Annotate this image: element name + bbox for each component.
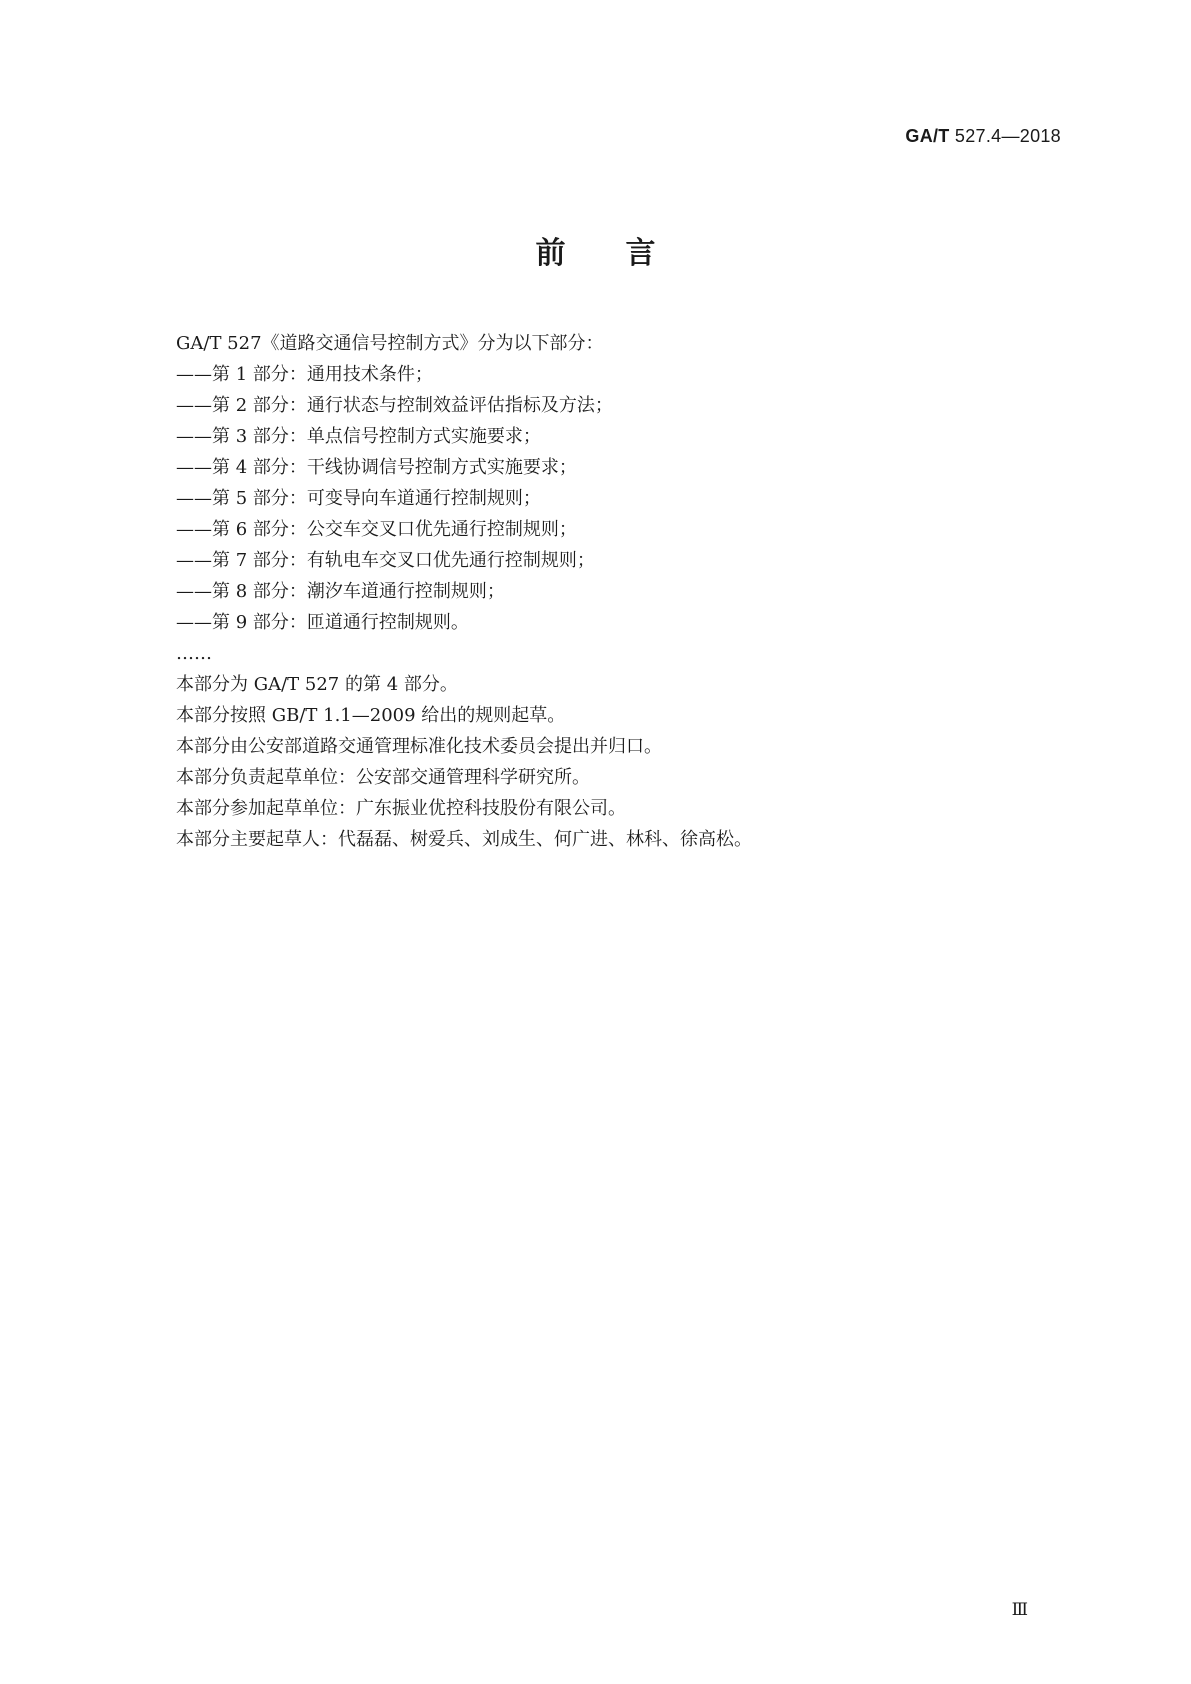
statement-paragraph: 本部分为 GA/T 527 的第 4 部分。: [176, 674, 458, 695]
statement-paragraph: 本部分参加起草单位：广东振业优控科技股份有限公司。: [176, 798, 626, 819]
intro-paragraph: GA/T 527《道路交通信号控制方式》分为以下部分：: [176, 333, 604, 354]
standard-code-number: 527.4—2018: [949, 126, 1061, 146]
list-item: ——第 9 部分：匝道通行控制规则。: [176, 612, 469, 633]
list-item: ——第 5 部分：可变导向车道通行控制规则；: [176, 488, 541, 509]
list-item: ——第 7 部分：有轨电车交叉口优先通行控制规则；: [176, 550, 595, 571]
statement-paragraph: 本部分负责起草单位：公安部交通管理科学研究所。: [176, 767, 590, 788]
statement-paragraph: 本部分主要起草人：代磊磊、树爱兵、刘成生、何广进、林科、徐高松。: [176, 829, 752, 850]
standard-code-prefix: GA/T: [905, 126, 950, 146]
page-title: 前言: [535, 236, 716, 271]
statement-paragraph: 本部分由公安部道路交通管理标准化技术委员会提出并归口。: [176, 736, 662, 757]
statement-paragraph: 本部分按照 GB/T 1.1—2009 给出的规则起草。: [176, 705, 566, 726]
list-item: ——第 4 部分：干线协调信号控制方式实施要求；: [176, 457, 577, 478]
list-item: ——第 2 部分：通行状态与控制效益评估指标及方法；: [176, 395, 613, 416]
page-number: Ⅲ: [1011, 1600, 1028, 1619]
list-item: ——第 6 部分：公交车交叉口优先通行控制规则；: [176, 519, 577, 540]
ellipsis: ……: [176, 643, 212, 664]
list-item: ——第 3 部分：单点信号控制方式实施要求；: [176, 426, 541, 447]
list-item: ——第 1 部分：通用技术条件；: [176, 364, 433, 385]
foreword-body: [176, 328, 1056, 855]
list-item: ——第 8 部分：潮汐车道通行控制规则；: [176, 581, 505, 602]
standard-code: [905, 126, 1061, 147]
